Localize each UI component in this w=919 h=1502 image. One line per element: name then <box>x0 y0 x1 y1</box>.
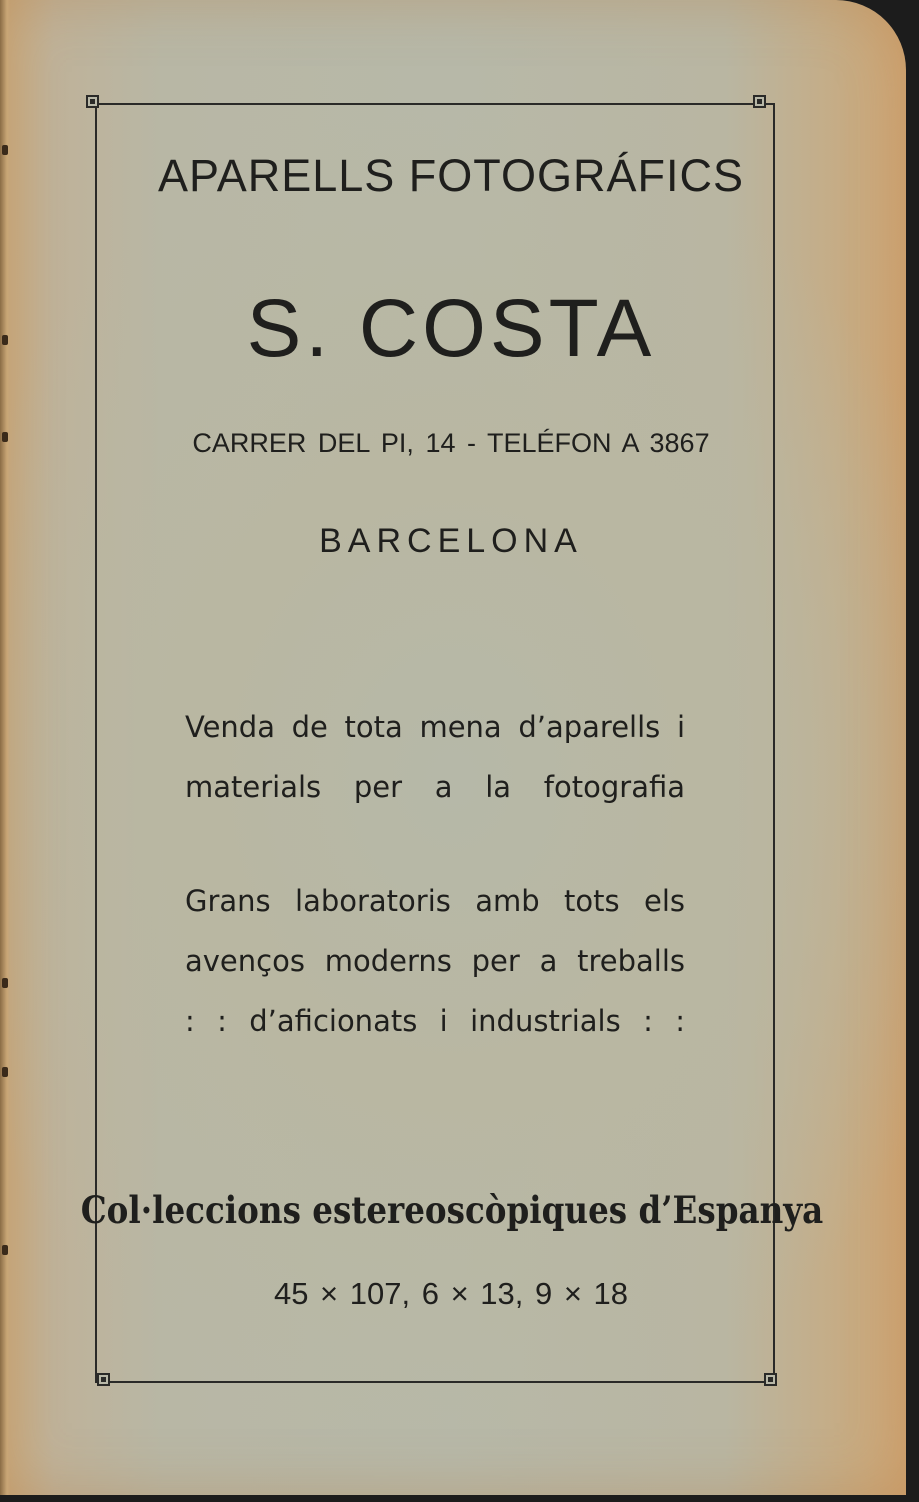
sale-line: Venda de tota mena d’aparells i <box>185 710 685 744</box>
collections-title: Col·leccions estereoscòpiques d’Espanya <box>80 1188 824 1232</box>
lab-line: : : d’aficionats i industrials : : <box>185 1004 685 1038</box>
address-line: CARRER DEL PI, 14 - TELÉFON A 3867 <box>192 428 710 458</box>
city-name: BARCELONA <box>319 522 583 560</box>
binding-stitch <box>2 1245 8 1255</box>
border-corner-ornament <box>753 95 766 108</box>
border-corner-ornament <box>764 1373 777 1386</box>
format-sizes: 45 × 107, 6 × 13, 9 × 18 <box>273 1276 629 1311</box>
border-corner-ornament <box>97 1373 110 1386</box>
binding-stitch <box>2 978 8 988</box>
ad-heading: APARELLS FOTOGRÁFICS <box>158 150 744 201</box>
lab-line: Grans laboratoris amb tots els <box>185 884 685 918</box>
binding-stitch <box>2 1067 8 1077</box>
sale-line: materials per a la fotografia <box>185 770 685 804</box>
company-name: S. COSTA <box>246 283 656 374</box>
border-corner-ornament <box>86 95 99 108</box>
page-binding <box>0 0 10 1495</box>
lab-line: avenços moderns per a treballs <box>185 944 685 978</box>
